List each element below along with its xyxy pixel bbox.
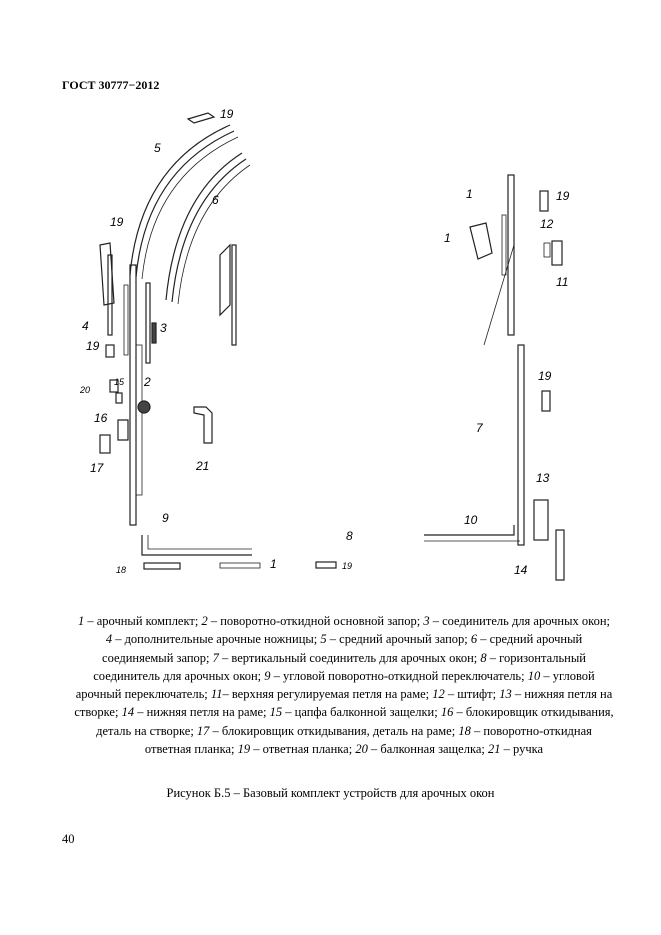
legend-text: – балконная защелка; [367, 742, 489, 757]
figure-legend [74, 612, 614, 758]
legend-number: 16 [440, 705, 454, 720]
figure-label: 19 [556, 189, 570, 203]
legend-number: 13 [499, 687, 512, 702]
legend-number: 21 [488, 742, 501, 757]
legend-text: – ответная планка; [250, 742, 356, 757]
legend-number: 6 [470, 632, 478, 647]
legend-text: – нижняя петля на створке; [74, 687, 613, 720]
figure-label: 18 [116, 565, 127, 575]
legend-text: – блокировщик откидывания, деталь на створке; [96, 705, 614, 738]
legend-number: 2 [201, 614, 208, 628]
figure-label: 19 [110, 215, 124, 229]
figure-label: 19 [220, 107, 234, 121]
legend-number: 17 [196, 723, 210, 738]
figure-label: 11 [556, 275, 569, 289]
legend-number: 5 [320, 632, 327, 647]
legend-text: – блокировщик откидывания, деталь на раме; [209, 723, 459, 738]
legend-number: 10 [527, 668, 541, 683]
figure-label: 3 [160, 321, 167, 335]
legend-text: – средний арочный запор; [326, 632, 471, 647]
legend-number: 18 [458, 723, 471, 738]
figure-label: 21 [196, 459, 210, 473]
hardware-figure [60, 95, 620, 595]
legend-text: – горизонтальный соединитель для арочных окон; [93, 650, 586, 683]
legend-text: – ручка [500, 742, 544, 757]
page-number: 40 [62, 832, 75, 846]
figure-label: 12 [540, 217, 554, 231]
figure-label: 10 [464, 513, 478, 527]
figure-label: 14 [514, 563, 528, 577]
legend-text: – угловой арочный переключатель; [75, 668, 595, 702]
figure-label: 17 [90, 461, 104, 475]
legend-number: 7 [212, 650, 219, 665]
legend-text: – дополнительные арочные ножницы; [112, 632, 321, 647]
legend-number: 3 [423, 614, 430, 628]
legend-text: – арочный комплект; [84, 614, 202, 628]
figure-title: Рисунок Б.5 – Базовый комплект устройств для арочных окон [166, 786, 495, 800]
figure-label: 8 [346, 529, 353, 543]
figure-label: 19 [538, 369, 552, 383]
figure-label: 1 [466, 187, 473, 201]
legend-number: 20 [355, 742, 368, 757]
legend-text: – цапфа балконной защелки; [282, 705, 441, 720]
figure-label: 13 [536, 471, 550, 485]
figure-label: 7 [476, 421, 483, 435]
legend-number: 9 [264, 668, 271, 683]
hardware-drawing [60, 95, 620, 595]
legend-text: – угловой поворотно-откидной переключатель; [270, 668, 528, 683]
figure-label: 19 [342, 561, 353, 571]
legend-text: – поворотно-откидная ответная планка; [144, 723, 592, 757]
figure-label: 19 [86, 339, 100, 353]
figure-label: 6 [212, 193, 219, 207]
figure-label: 9 [162, 511, 169, 525]
legend-text: – соединитель для арочных окон; [429, 614, 610, 628]
legend-number: 4 [105, 632, 113, 647]
legend-text: – верхняя регулируемая петля на раме; [222, 687, 433, 702]
legend-number: 19 [237, 742, 251, 757]
legend-text: – поворотно-откидной основной запор; [207, 614, 424, 628]
figure-label: 5 [154, 141, 161, 155]
legend-text: – средний арочный соединяемый запор; [102, 632, 583, 665]
legend-number: 12 [432, 687, 445, 702]
figure-label: 1 [444, 231, 451, 245]
figure-label: 4 [82, 319, 89, 333]
legend-number: 14 [121, 705, 135, 720]
document-header: ГОСТ 30777−2012 [62, 78, 160, 92]
legend-number: 1 [77, 614, 85, 628]
figure-label: 2 [144, 375, 151, 389]
figure-label: 1 [270, 557, 277, 571]
figure-label: 15 [114, 377, 125, 387]
legend-text: – нижняя петля на раме; [134, 705, 270, 720]
legend-number: 8 [480, 650, 487, 665]
figure-label: 20 [80, 385, 91, 395]
legend-text: – штифт; [444, 687, 500, 702]
legend-text: – вертикальный соединитель для арочных окон; [218, 650, 481, 665]
legend-number: 11 [210, 687, 223, 702]
legend-number: 15 [269, 705, 283, 720]
figure-label: 16 [94, 411, 108, 425]
